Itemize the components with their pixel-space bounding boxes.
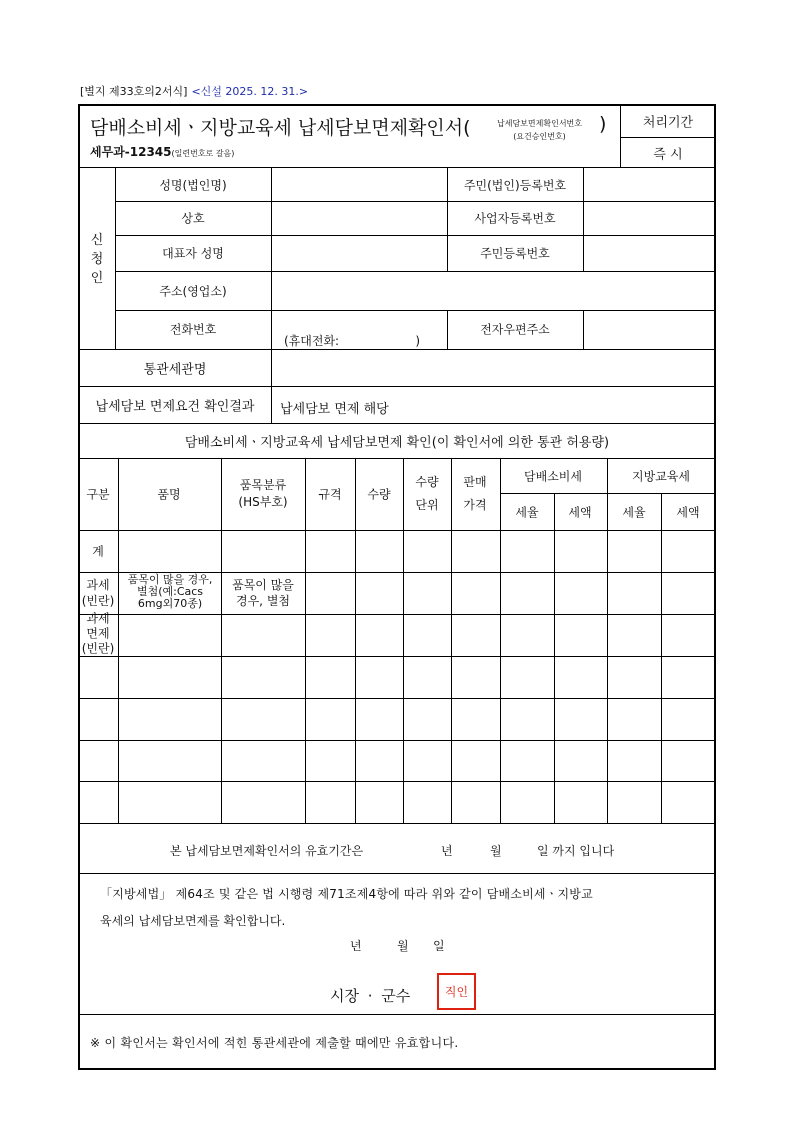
trade-name-label: 상호 [181, 211, 205, 226]
statement-month: 월 [397, 939, 409, 953]
rep-reg-no-label: 주민등록번호 [480, 246, 550, 261]
hs-note: 품목이 많을 경우, 별첨 [232, 578, 294, 608]
doc-code-note: (일련번호로 갈음) [171, 149, 235, 158]
title-close-paren: ) [599, 113, 607, 135]
col-item: 품명 [157, 487, 181, 502]
statement-day: 일 [433, 939, 445, 953]
edu-rate: 세율 [622, 505, 646, 520]
form-number: [별지 제33호의2서식] [80, 85, 188, 98]
processing-period-value: 즉 시 [653, 147, 683, 163]
statement-line2: 육세의 납세담보면제를 확인합니다. [100, 914, 286, 928]
mobile-placeholder: (휴대전화: ) [284, 334, 421, 348]
col-price: 판매 가격 [463, 475, 487, 512]
exemption-label: 납세담보 면제요건 확인결과 [95, 399, 255, 415]
address-label: 주소(영업소) [159, 284, 227, 299]
row-total-label: 계 [92, 544, 104, 559]
exemption-value: 납세담보 면제 해당 [280, 402, 389, 417]
reg-no-label: 주민(법인)등록번호 [463, 178, 567, 193]
tobacco-rate: 세율 [515, 505, 539, 520]
form-title-main: 담배소비세ㆍ지방교육세 납세담보면제확인서( [90, 117, 471, 139]
signer: 시장 · 군수 [330, 987, 411, 1005]
email-label: 전자우편주소 [480, 322, 550, 337]
applicant-section-label: 신 청 인 [90, 233, 104, 286]
doc-code-value: 세무과-12345 [90, 145, 172, 159]
statement-year: 년 [350, 939, 362, 953]
title-note [497, 117, 582, 143]
item-note: 품목이 많을 경우, 별첨(예:Cacs 6mg외70종) [127, 573, 213, 610]
validity-day: 일 까지 입니다 [537, 844, 615, 858]
doc-code [90, 143, 234, 160]
row-exempt-label: 과세 면제 (빈란) [81, 611, 115, 656]
tobacco-amount: 세액 [568, 505, 592, 520]
col-category: 구분 [86, 487, 110, 502]
rep-name-label: 대표자 성명 [162, 246, 224, 261]
validity-month: 월 [490, 844, 502, 858]
revision-note: <신설 2025. 12. 31.> [191, 85, 309, 98]
official-seal: 직인 [437, 973, 476, 1010]
row-taxable-label: 과세 (빈란) [81, 578, 115, 608]
col-unit: 수량 단위 [415, 475, 439, 512]
edu-tax-header: 지방교육세 [632, 469, 690, 484]
statement-line1: 「지방세법」 제64조 및 같은 법 시행령 제71조제4항에 따라 위와 같이 담배소비세ㆍ지방교 [100, 887, 593, 901]
tobacco-tax-header: 담배소비세 [524, 469, 582, 484]
business-no-label: 사업자등록번호 [474, 211, 556, 226]
name-label: 성명(법인명) [159, 178, 227, 193]
title-note-line1: 납세담보면제확인서번호 [497, 119, 583, 128]
col-qty: 수량 [367, 487, 391, 502]
col-spec: 규격 [318, 487, 342, 502]
footnote: ※ 이 확인서는 확인서에 적힌 통관세관에 제출할 때에만 유효합니다. [90, 1036, 459, 1050]
form-title [90, 113, 471, 140]
validity-year: 년 [441, 844, 453, 858]
edu-amount: 세액 [676, 505, 700, 520]
title-note-line2: (요건승인번호) [513, 132, 566, 141]
customs-office-label: 통관세관명 [143, 362, 207, 378]
phone-label: 전화번호 [169, 322, 217, 337]
form-header [80, 83, 308, 99]
processing-period-label: 처리기간 [642, 115, 694, 131]
validity-prefix: 본 납세담보면제확인서의 유효기간은 [170, 844, 364, 858]
col-hs: 품목분류 (HS부호) [238, 478, 288, 509]
confirm-heading: 담배소비세ㆍ지방교육세 납세담보면제 확인(이 확인서에 의한 통관 허용량) [184, 435, 610, 451]
